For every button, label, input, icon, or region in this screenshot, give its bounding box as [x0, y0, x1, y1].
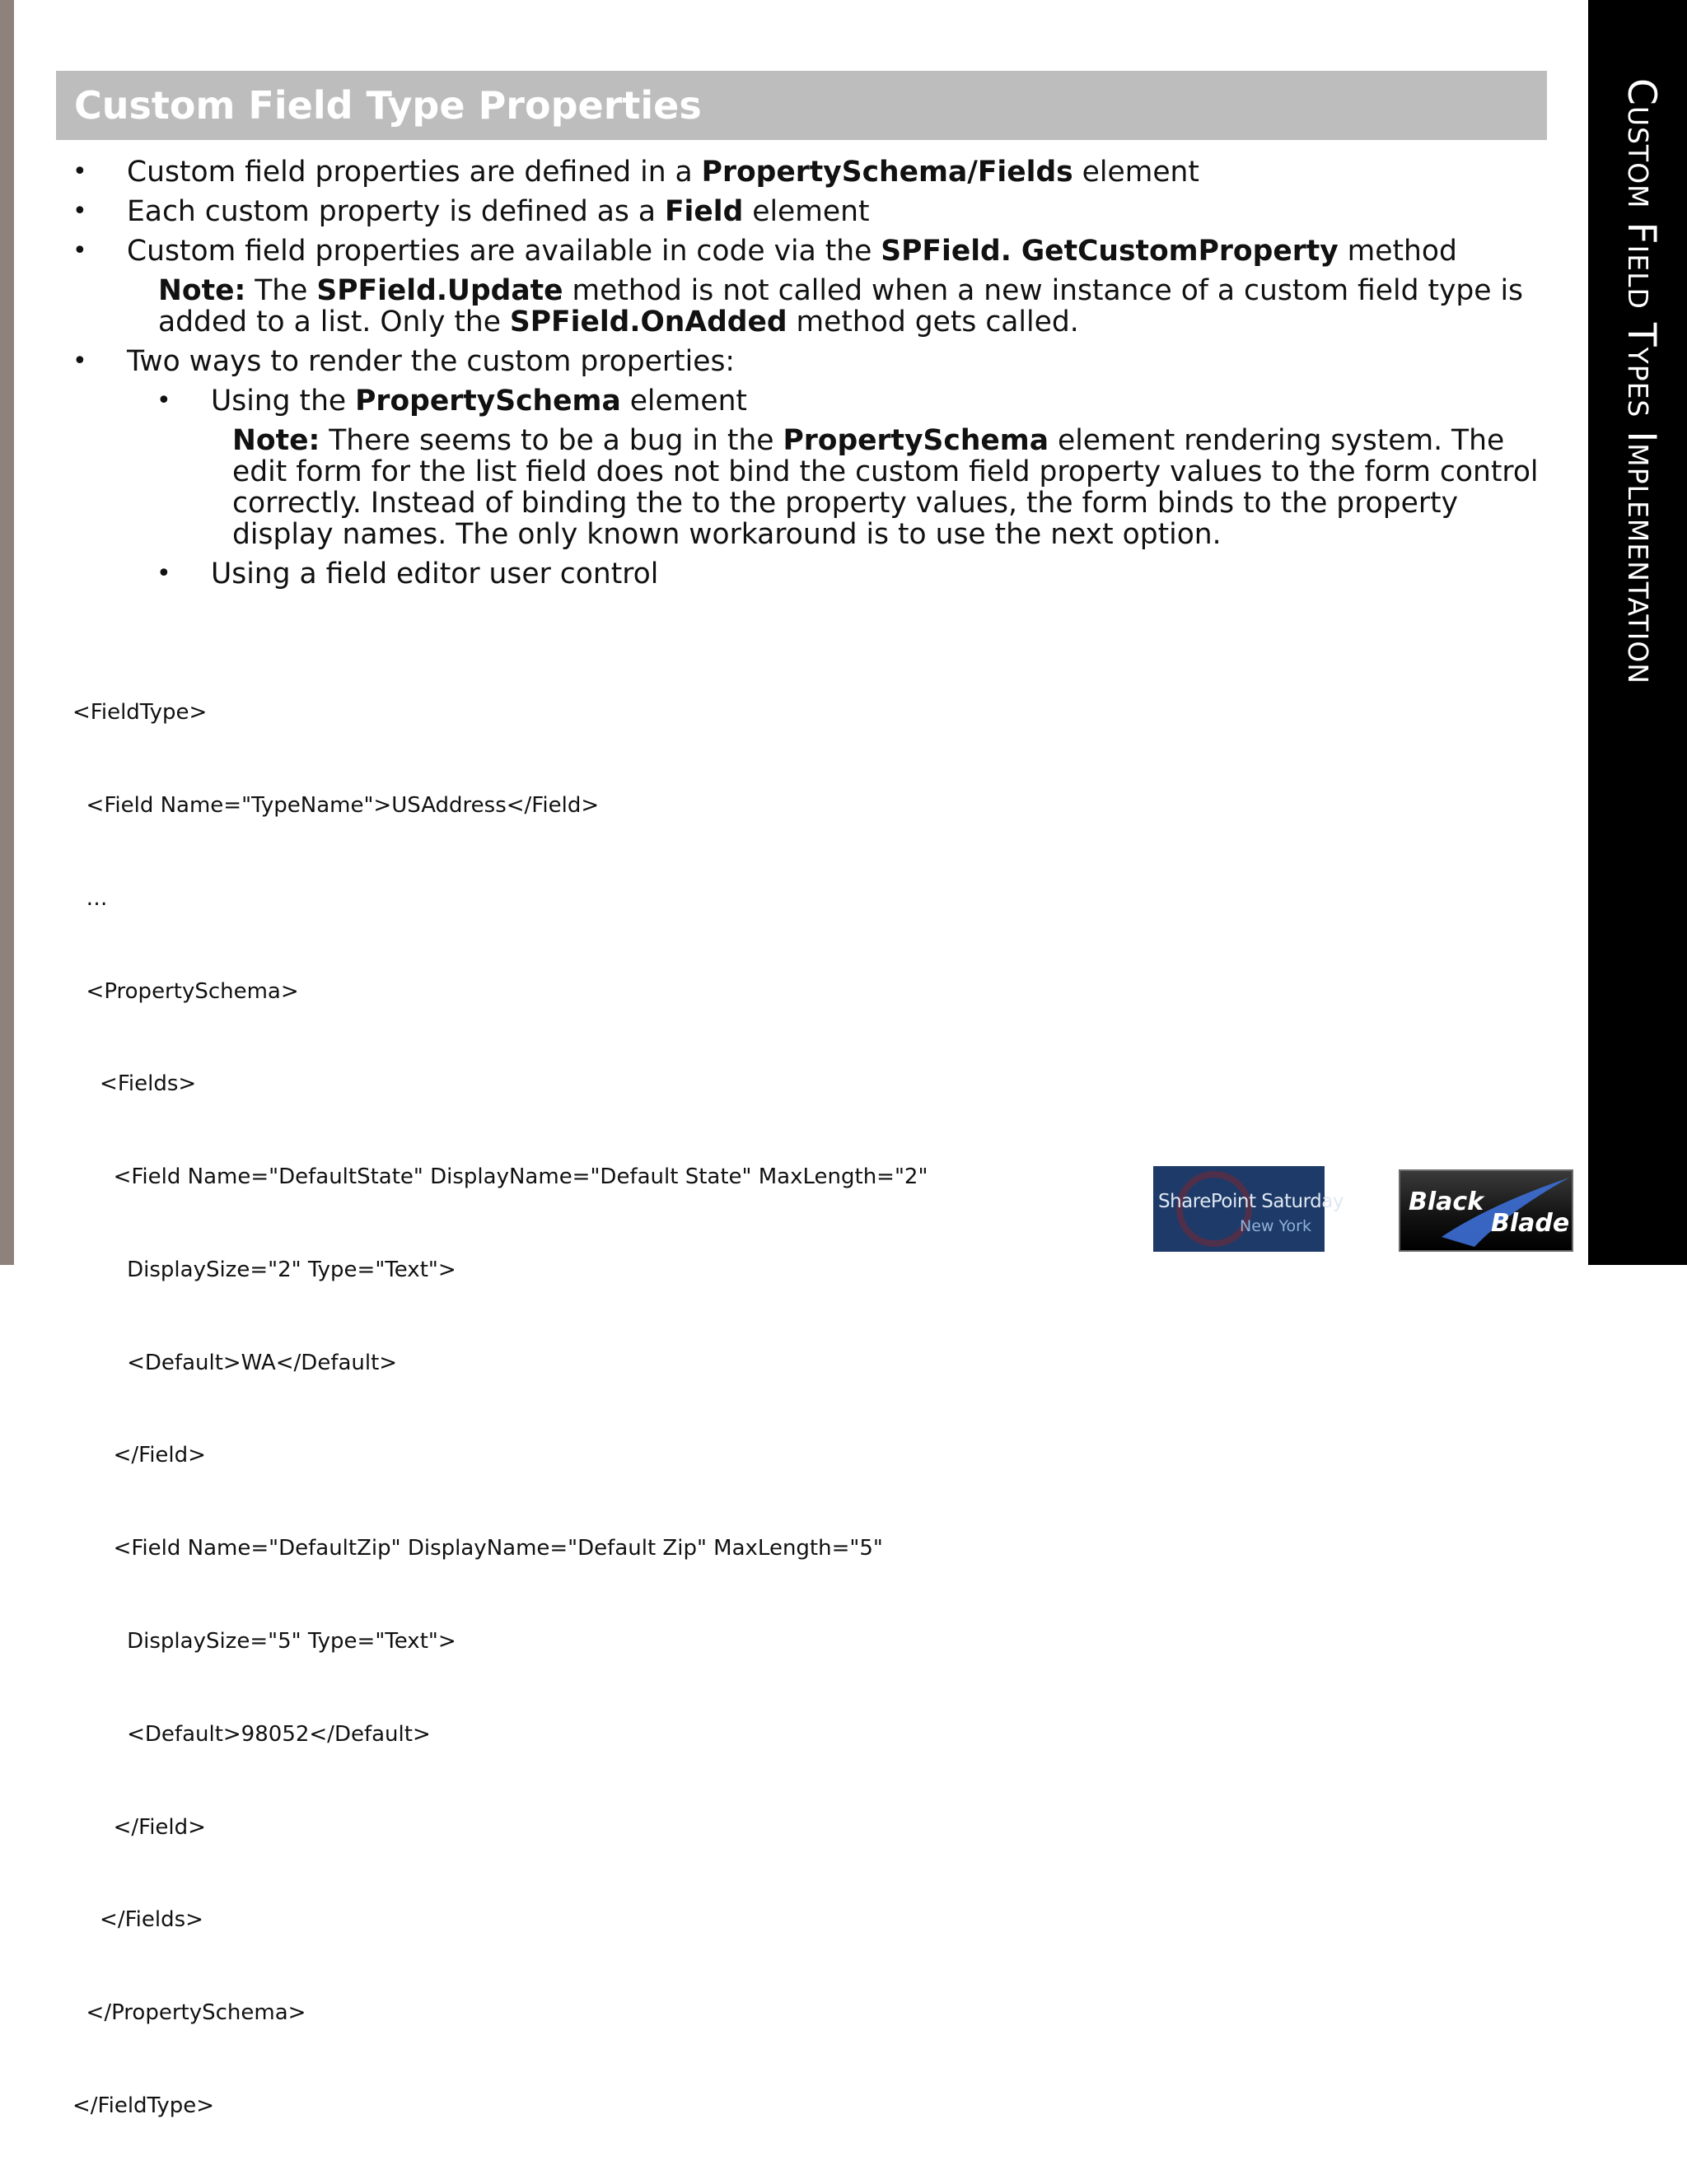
note-text: Note: The SPField.Update method is not called when a new instance of a custom field type is added to a list. Only the SPField.OnAdded method gets called.	[158, 274, 1524, 338]
sharepoint-saturday-logo	[1153, 1166, 1344, 1252]
bullet-marker: •	[157, 559, 171, 588]
bullet-list	[72, 156, 1547, 598]
slide-title: Custom Field Type Properties	[74, 83, 702, 128]
bullet-marker: •	[72, 236, 87, 265]
title-bar	[56, 71, 1547, 140]
code-line: DisplaySize="2" Type="Text">	[72, 1257, 456, 1282]
code-line: <Field Name="DefaultZip" DisplayName="Default Zip" MaxLength="5"	[72, 1536, 883, 1561]
sub-bullet-item: • Using the PropertySchema element	[157, 385, 747, 418]
logo-text: Blade	[1491, 1209, 1570, 1238]
logo-text: SharePoint Saturday	[1158, 1191, 1344, 1212]
black-blade-logo	[1399, 1169, 1573, 1252]
left-accent-bar	[0, 0, 14, 1265]
code-line: DisplaySize="5" Type="Text">	[72, 1629, 456, 1654]
code-line: <FieldType>	[72, 700, 208, 726]
sub-bullet-item: • Using a field editor user control	[157, 558, 659, 590]
bullet-marker: •	[72, 347, 87, 376]
code-line: …	[72, 885, 108, 911]
logo-text: Black	[1409, 1188, 1484, 1216]
code-line: </PropertySchema>	[72, 2000, 306, 2026]
code-line: </Field>	[72, 1443, 206, 1468]
code-line: </FieldType>	[72, 2093, 215, 2118]
code-line: <Default>98052</Default>	[72, 1721, 431, 1747]
code-line: </Fields>	[72, 1907, 203, 1933]
code-line: <Field Name="TypeName">USAddress</Field>	[72, 792, 600, 818]
bullet-marker: •	[72, 197, 87, 226]
note-text: Note: There seems to be a bug in the PropertySchema element rendering system. The edit form for the list field does not bind the custom field property values to the form control correctly. Instead of binding the to the property values, the form binds to the property display names. The only known workaround is to use the next option.	[232, 424, 1539, 551]
bullet-marker: •	[157, 386, 171, 415]
side-title: Custom Field Types Implementation	[1619, 78, 1664, 684]
bullet-marker: •	[72, 157, 87, 186]
code-sample	[72, 636, 928, 2184]
bullet-item: • Custom field properties are available in code via the SPField. GetCustomProperty method	[72, 235, 1457, 268]
bullet-item: • Two ways to render the custom properties:	[72, 345, 736, 378]
code-line: </Field>	[72, 1814, 206, 1840]
code-line: <Default>WA</Default>	[72, 1350, 398, 1375]
bullet-item: • Each custom property is defined as a Field element	[72, 195, 870, 228]
code-line: <PropertySchema>	[72, 978, 299, 1004]
bullet-item: • Custom field properties are defined in a PropertySchema/Fields element	[72, 156, 1199, 189]
code-line: <Field Name="DefaultState" DisplayName="Default State" MaxLength="2"	[72, 1164, 928, 1190]
logo-subtext: New York	[1239, 1217, 1311, 1235]
code-line: <Fields>	[72, 1071, 197, 1097]
